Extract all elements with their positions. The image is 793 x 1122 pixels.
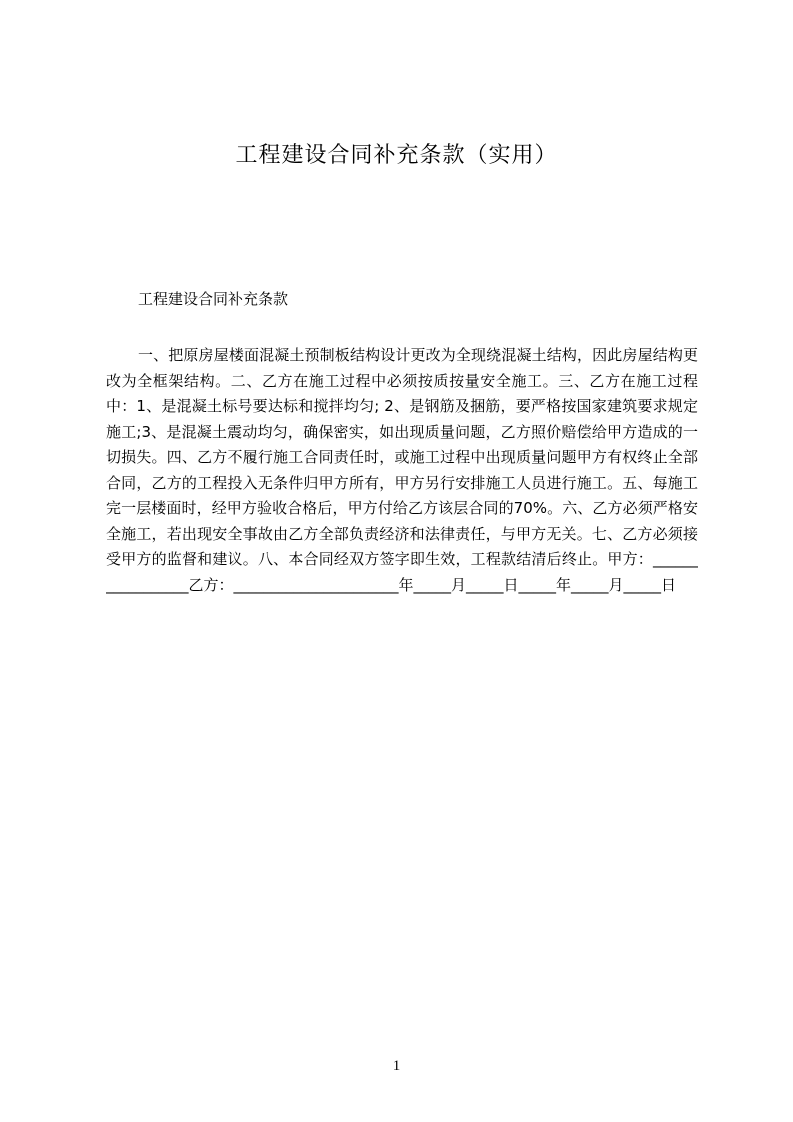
contract-body-text: 一、把原房屋楼面混凝土预制板结构设计更改为全现绕混凝土结构，因此房屋结构更改为全框架结构。二、乙方在施工过程中必须按质按量安全施工。三、乙方在施工过程中：1、是混凝土标号要达标和搅拌均匀; 2、是钢筋及捆筋，要严格按国家建筑要求规定施工;3、是混凝土震动均匀，确保密实，如出现质量问题，乙方照价赔偿给甲方造成的一切损失。四、乙方不履行施工合同责任时，或施工过程中出现质量问题甲方有权终止全部合同，乙方的工程投入无条件归甲方所有，甲方另行安排施工人员进行施工。五、每施工完一层楼面时，经甲方验收合格后，甲方付给乙方该层合同的70%。六、乙方必须严格安全施工，若出现安全事故由乙方全部负责经济和法律责任，与甲方无关。七、乙方必须接受甲方的监督和建议。八、本合同经双方签字即生效，工程款结清后终止。甲方：_________________乙方：______________________年_____月_____日_____年_____月_____日 [106, 346, 698, 594]
page-number: 1 [392, 1058, 401, 1074]
document-title: 工程建设合同补充条款（实用） [235, 143, 558, 168]
section-heading: 工程建设合同补充条款 [138, 290, 289, 308]
